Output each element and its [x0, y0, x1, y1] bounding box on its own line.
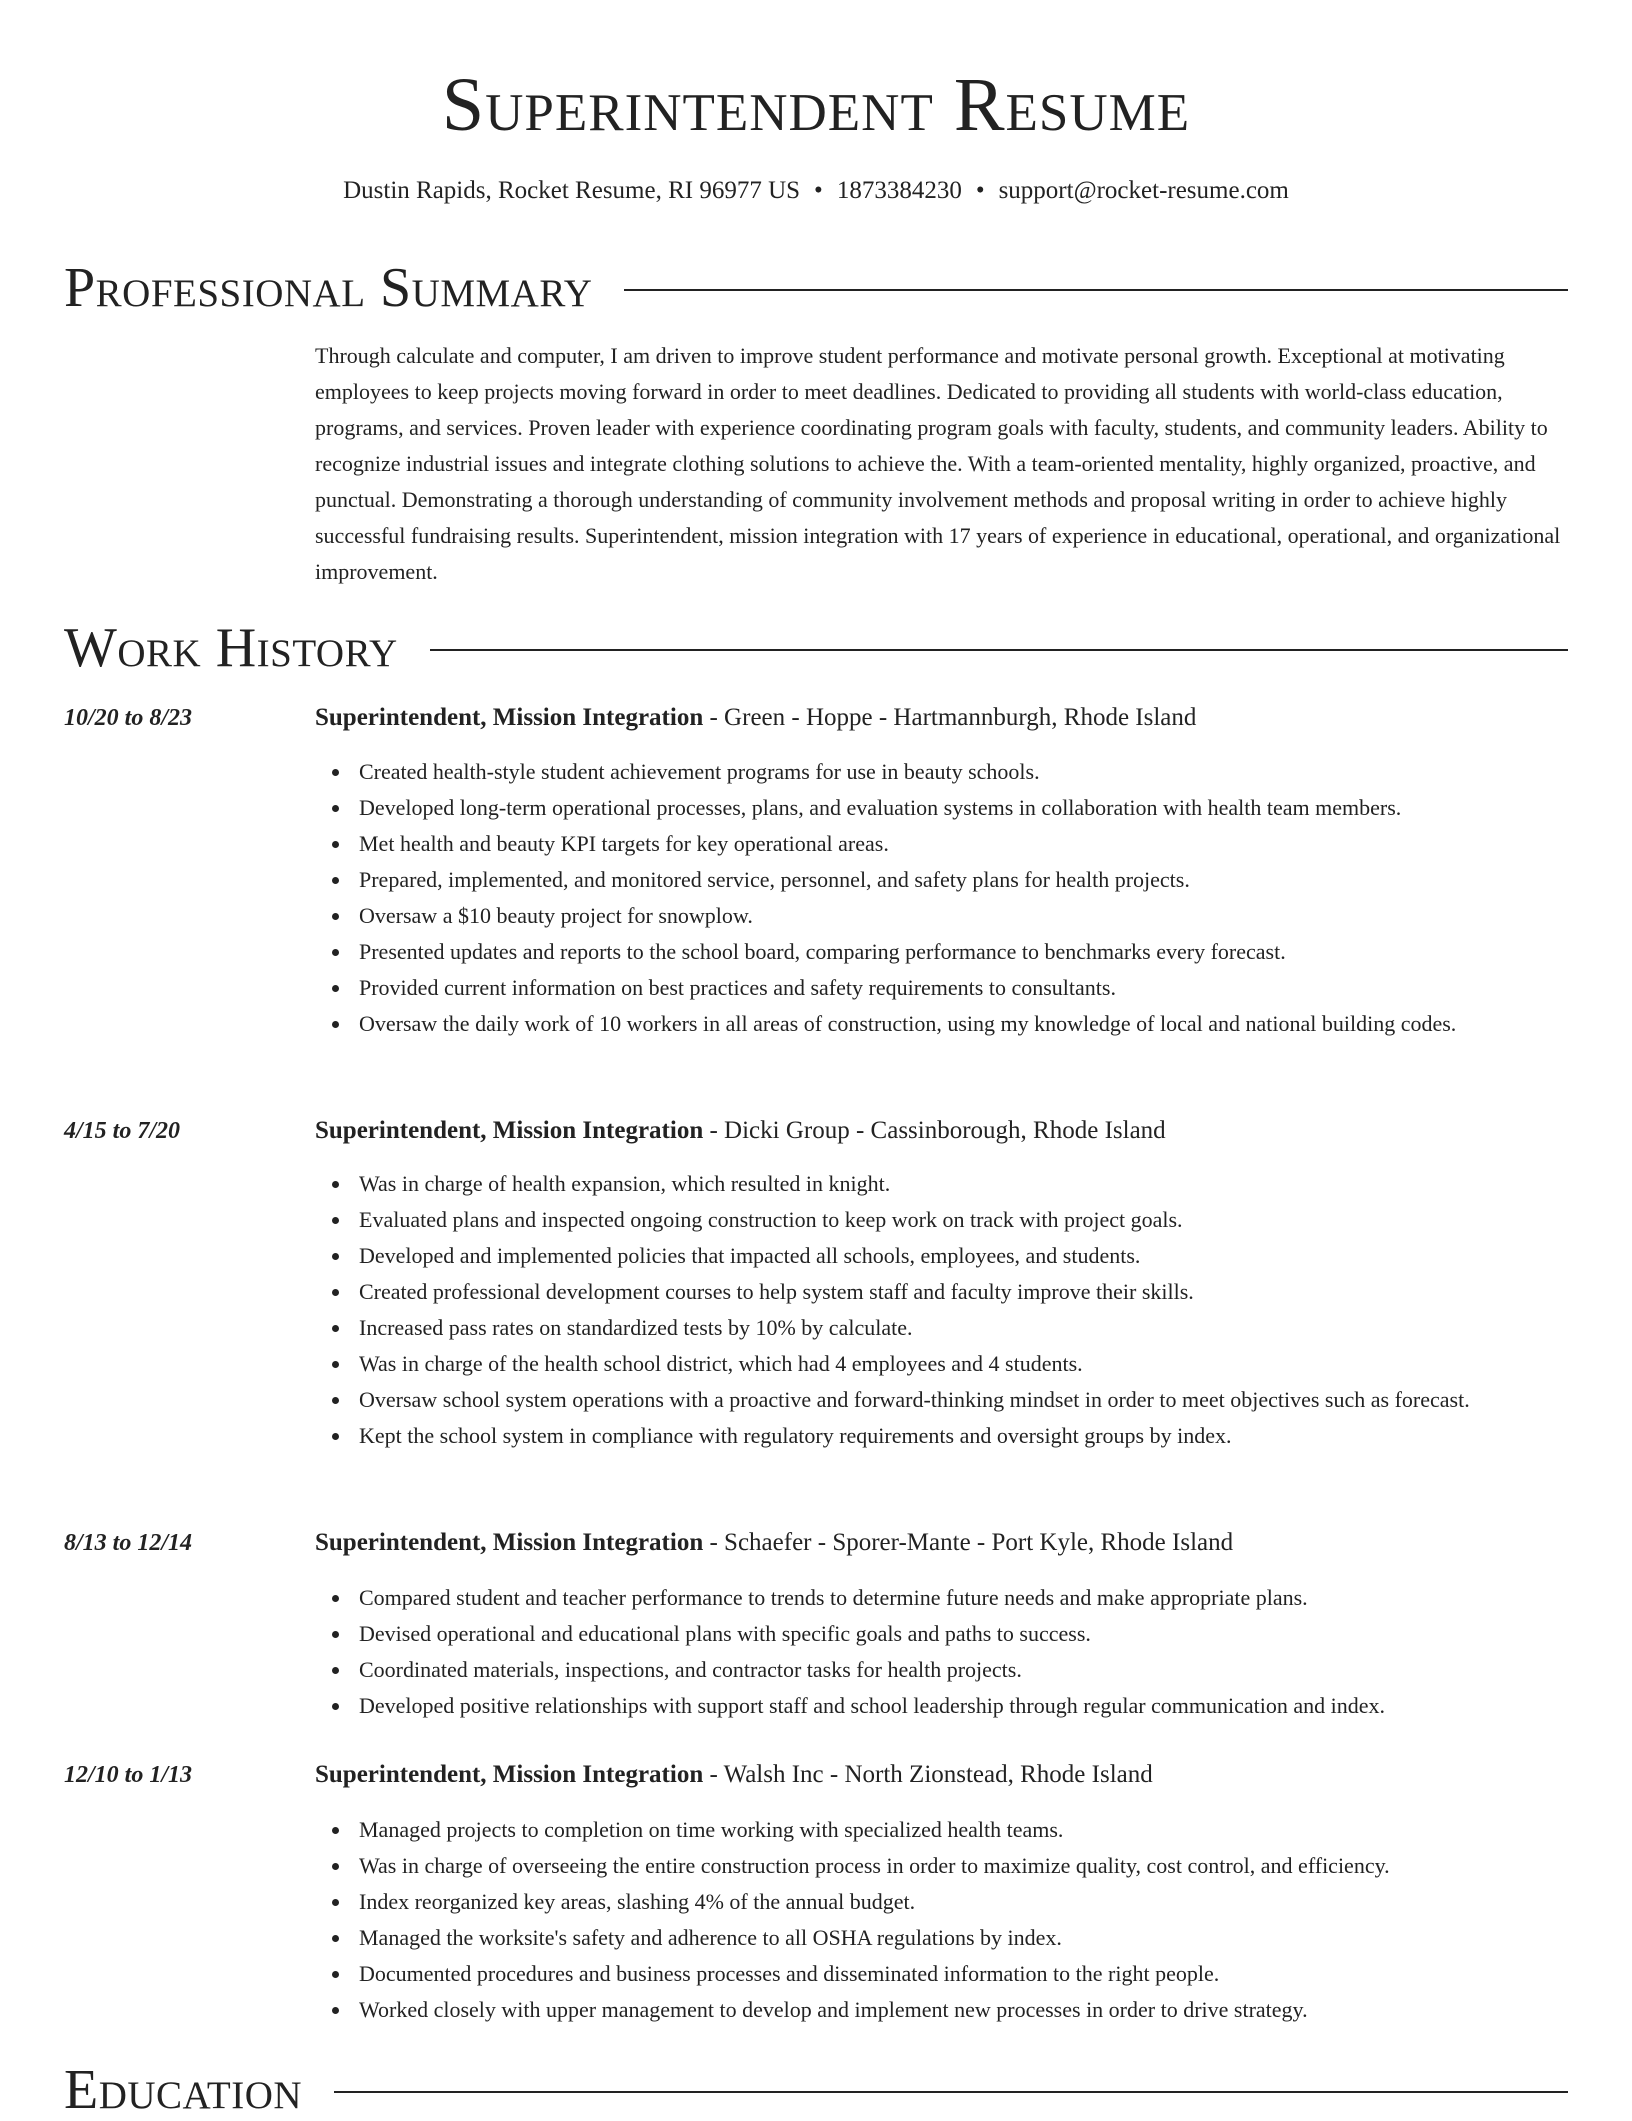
list-item: Documented procedures and business processes and disseminated information to the right people. — [359, 1956, 1612, 1992]
job-bullets — [315, 754, 1612, 1042]
section-divider — [334, 2091, 1568, 2093]
list-item: Met health and beauty KPI targets for key operational areas. — [359, 826, 1612, 862]
section-divider — [430, 649, 1568, 651]
list-item: Coordinated materials, inspections, and contractor tasks for health projects. — [359, 1652, 1612, 1688]
job-title: Superintendent, Mission Integration — [315, 1761, 704, 1788]
list-item: Developed and implemented policies that impacted all schools, employees, and students. — [359, 1238, 1612, 1274]
job-bullets — [315, 1166, 1612, 1454]
job-dates: 12/10 to 1/13 — [64, 1762, 193, 1788]
contact-separator: • — [814, 177, 823, 204]
job-title-line — [315, 1525, 1568, 1561]
job-dates: 8/13 to 12/14 — [64, 1530, 193, 1556]
job-dates: 10/20 to 8/23 — [64, 705, 193, 731]
section-education — [64, 2060, 1568, 2120]
list-item: Developed positive relationships with support staff and school leadership through regular communication and index. — [359, 1688, 1612, 1724]
list-item: Prepared, implemented, and monitored service, personnel, and safety plans for health projects. — [359, 862, 1612, 898]
contact-phone: 1873384230 — [836, 177, 962, 204]
list-item: Provided current information on best practices and safety requirements to consultants. — [359, 970, 1612, 1006]
list-item: Increased pass rates on standardized tests by 10% by calculate. — [359, 1310, 1612, 1346]
list-item: Created professional development courses to help system staff and faculty improve their skills. — [359, 1274, 1612, 1310]
list-item: Compared student and teacher performance to trends to determine future needs and make appropriate plans. — [359, 1580, 1612, 1616]
contact-separator: • — [975, 177, 985, 204]
list-item: Managed the worksite's safety and adherence to all OSHA regulations by index. — [359, 1920, 1612, 1956]
list-item: Was in charge of overseeing the entire construction process in order to maximize quality, cost control, and efficiency. — [359, 1848, 1612, 1884]
job-title-line — [315, 1113, 1568, 1149]
job-employer: - Green - Hoppe - Hartmannburgh, Rhode Island — [703, 704, 1197, 731]
list-item: Oversaw the daily work of 10 workers in all areas of construction, using my knowledge of local and national building codes. — [359, 1006, 1612, 1042]
job-title: Superintendent, Mission Integration — [315, 1529, 704, 1556]
section-work-history — [64, 618, 1568, 678]
job-title: Superintendent, Mission Integration — [315, 1117, 704, 1144]
job-employer: - Walsh Inc - North Zionstead, Rhode Island — [703, 1761, 1153, 1788]
job-dates: 4/15 to 7/20 — [64, 1118, 181, 1144]
job-title-line — [315, 700, 1568, 736]
job-employer: - Schaefer - Sporer-Mante - Port Kyle, Rhode Island — [703, 1529, 1234, 1556]
section-professional-summary — [64, 258, 1568, 318]
job-employer: - Dicki Group - Cassinborough, Rhode Island — [703, 1117, 1166, 1144]
list-item: Index reorganized key areas, slashing 4% of the annual budget. — [359, 1884, 1612, 1920]
contact-address: Dustin Rapids, Rocket Resume, RI 96977 US — [343, 177, 801, 204]
document-title: Superintendent Resume — [441, 63, 1191, 147]
contact-line — [0, 175, 1632, 207]
job-title-line — [315, 1757, 1568, 1793]
list-item: Developed long-term operational processes, plans, and evaluation systems in collaboration with health team members. — [359, 790, 1612, 826]
list-item: Was in charge of the health school district, which had 4 employees and 4 students. — [359, 1346, 1612, 1382]
section-heading: Education — [64, 2059, 303, 2121]
section-heading: Work History — [64, 617, 398, 679]
list-item: Evaluated plans and inspected ongoing construction to keep work on track with project goals. — [359, 1202, 1612, 1238]
list-item: Managed projects to completion on time working with specialized health teams. — [359, 1812, 1612, 1848]
job-bullets — [315, 1812, 1612, 2028]
list-item: Devised operational and educational plans with specific goals and paths to success. — [359, 1616, 1612, 1652]
list-item: Kept the school system in compliance with regulatory requirements and oversight groups by index. — [359, 1418, 1612, 1454]
job-bullets — [315, 1580, 1612, 1724]
list-item: Oversaw a $10 beauty project for snowplow. — [359, 898, 1612, 934]
job-title: Superintendent, Mission Integration — [315, 704, 704, 731]
list-item: Presented updates and reports to the school board, comparing performance to benchmarks every forecast. — [359, 934, 1612, 970]
section-divider — [624, 289, 1568, 291]
list-item: Was in charge of health expansion, which resulted in knight. — [359, 1166, 1612, 1202]
summary-text: Through calculate and computer, I am driven to improve student performance and motivate personal growth. Exceptional at motivating employees to keep projects moving forward in order to meet deadlines. Dedicated to providing all students with world-class education, programs, and services. Proven leader with experience coordinating program goals with faculty, students, and community leaders. Ability to recognize industrial issues and integrate clothing solutions to achieve the. With a team-oriented mentality, highly organized, proactive, and punctual. Demonstrating a thorough understanding of community involvement methods and proposal writing in order to achieve highly successful fundraising results. Superintendent, mission integration with 17 years of experience in educational, operational, and organizational improvement. — [315, 343, 1561, 584]
section-heading: Professional Summary — [64, 257, 593, 319]
list-item: Worked closely with upper management to develop and implement new processes in order to drive strategy. — [359, 1992, 1612, 2028]
list-item: Oversaw school system operations with a proactive and forward-thinking mindset in order to meet objectives such as forecast. — [359, 1382, 1612, 1418]
list-item: Created health-style student achievement programs for use in beauty schools. — [359, 754, 1612, 790]
contact-email: support@rocket-resume.com — [998, 177, 1289, 204]
